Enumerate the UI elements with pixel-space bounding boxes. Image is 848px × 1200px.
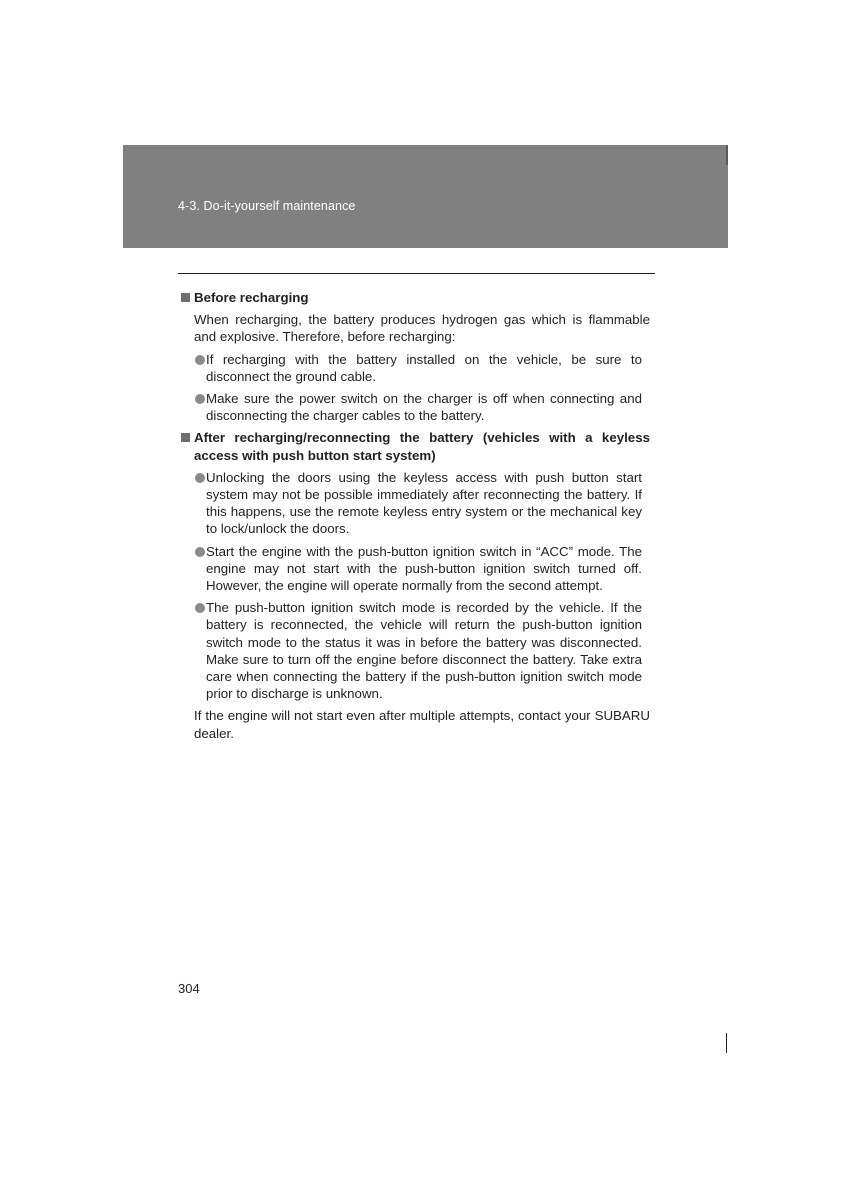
list-item-text: Start the engine with the push-button ignition switch in “ACC” mode. The engine may not start with the push-button ignition switch turned off. However, the engine will operate normally from the second attempt. — [206, 543, 642, 594]
heading-text: Before recharging — [194, 290, 309, 305]
list-item-text: If recharging with the battery installed on the vehicle, be sure to disconnect the ground cable. — [206, 351, 642, 384]
list-item — [178, 543, 650, 595]
square-bullet-icon — [181, 293, 190, 302]
header-edge-tick — [726, 145, 728, 165]
square-bullet-icon — [181, 433, 190, 442]
round-bullet-icon — [195, 355, 205, 365]
list-item-text: Make sure the power switch on the charger is off when connecting and disconnecting the charger cables to the battery. — [206, 391, 642, 424]
round-bullet-icon — [195, 394, 205, 404]
page-content — [178, 289, 650, 747]
content-top-rule — [178, 273, 655, 274]
list-item-text: The push-button ignition switch mode is recorded by the vehicle. If the battery is reconnected, the vehicle will return the push-button ignition switch mode to the status it was in before the battery was disconnected. Make sure to turn off the engine before disconnect the battery. Take extra care when connecting the battery if the push-button ignition switch mode prior to discharge is unknown. — [206, 600, 642, 702]
list-item — [178, 599, 650, 702]
list-item — [178, 351, 650, 385]
list-item — [178, 390, 650, 424]
page-number: 304 — [178, 981, 200, 996]
list-item — [178, 469, 650, 538]
round-bullet-icon — [195, 473, 205, 483]
heading-text: After recharging/reconnecting the battery (vehicles with a keyless access with push button start system) — [194, 430, 650, 463]
list-item-text: Unlocking the doors using the keyless access with push button start system may not be possible immediately after reconnecting the battery. If this happens, use the remote keyless entry system or the mechanical key to lock/unlock the doors. — [206, 469, 642, 537]
section-heading-before-recharging — [178, 289, 650, 306]
round-bullet-icon — [195, 603, 205, 613]
intro-paragraph: When recharging, the battery produces hydrogen gas which is flammable and explosive. Therefore, before recharging: — [194, 312, 650, 345]
round-bullet-icon — [195, 547, 205, 557]
section-label: 4-3. Do-it-yourself maintenance — [178, 199, 356, 213]
closing-paragraph: If the engine will not start even after multiple attempts, contact your SUBARU dealer. — [194, 708, 650, 741]
chapter-header-band — [123, 145, 728, 248]
section-heading-after-recharging — [178, 429, 650, 463]
footer-edge-tick — [726, 1033, 727, 1053]
